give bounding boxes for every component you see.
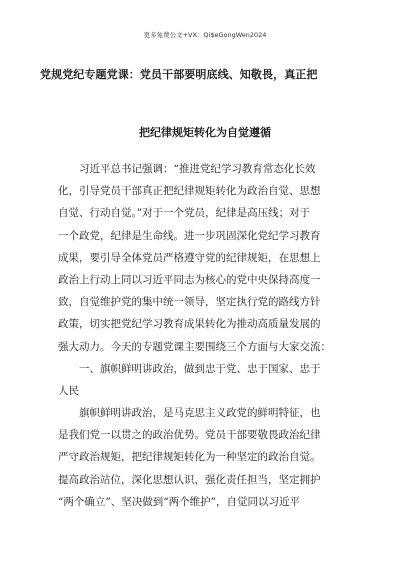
paragraph-1-line: 成果，要引导全体党员严格遵守党的纪律规矩，在思想上 xyxy=(58,251,321,264)
title-line-2: 把纪律规矩转化为自觉遵循 xyxy=(139,126,271,139)
paragraph-1-line: 政策，切实把党纪学习教育成果转化为推动高质量发展的 xyxy=(58,318,321,331)
paragraph-1-line: 化，引导党员干部真正把纪律规矩转化为政治自觉、思想 xyxy=(58,185,321,198)
paragraph-1-line: 习近平总书记强调：“推进党纪学习教育常态化长效 xyxy=(79,163,316,175)
paragraph-1-line: 一个政党，纪律是生命线。进一步巩固深化党纪学习教育 xyxy=(58,229,321,242)
title-line-1: 党规党纪专题党课：党员干部要明底线、知敬畏，真正把 xyxy=(40,68,318,81)
section-heading-line: 一、旗帜鲜明讲政治，做到忠于党、忠于国家、忠于 xyxy=(79,362,321,375)
paragraph-2-line: 是我们党一以贯之的政治优势。党员干部要敬畏政治纪律 xyxy=(58,429,321,442)
paragraph-2-line: 严守政治规矩，把纪律规矩转化为一种坚定的政治自觉。 xyxy=(58,451,321,464)
paragraph-1-line: 政治上行动上同以习近平同志为核心的党中央保持高度一 xyxy=(58,273,321,286)
paragraph-1-line: 自觉、行动自觉。”对于一个党员，纪律是高压线；对于 xyxy=(58,207,311,220)
document-body xyxy=(58,158,354,513)
page-header: 更多免费公文+VX：Qi$eGongWen2024 xyxy=(143,31,267,39)
paragraph-1-line: 致，自觉维护党的集中统一领导，坚定执行党的路线方针 xyxy=(58,296,321,309)
paragraph-2-line: “两个确立”、坚决做到“两个维护”，自觉同以习近平 xyxy=(58,495,300,508)
paragraph-2-line: 提高政治站位，深化思想认识，强化责任担当，坚定拥护 xyxy=(58,473,321,486)
paragraph-1-line: 强大动力。今天的专题党课主要围绕三个方面与大家交流： xyxy=(58,340,331,353)
paragraph-2-line: 旗帜鲜明讲政治，是马克思主义政党的鲜明特征，也 xyxy=(79,407,321,420)
section-heading-line: 人民 xyxy=(58,384,79,397)
